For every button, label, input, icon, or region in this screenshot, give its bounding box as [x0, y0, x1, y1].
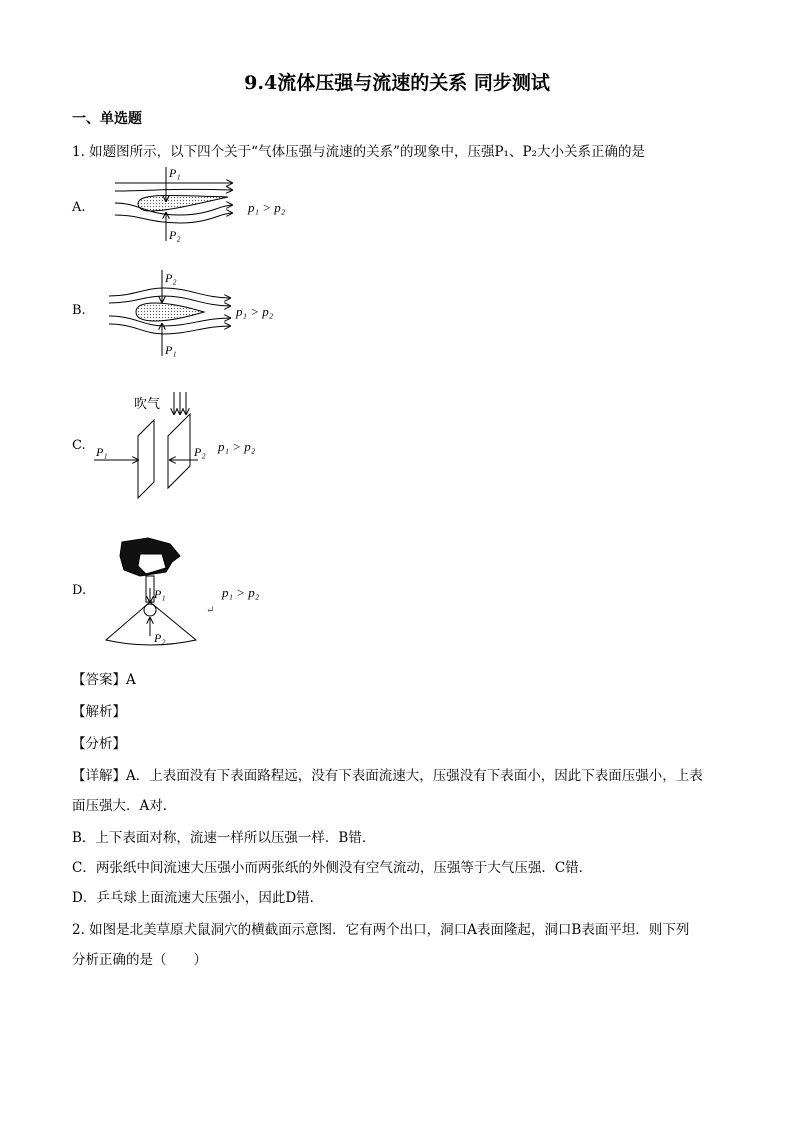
blow-label: 吹气 [134, 397, 161, 412]
option-b-label: B. [72, 303, 86, 318]
option-d-condition: p₁ > p₂ [222, 585, 260, 600]
section-heading: 一、单选题 [72, 111, 142, 127]
paper-sheet-left [138, 420, 154, 498]
label-p-bottom: P₂ [169, 228, 181, 242]
label-p-bottom: P₁ [165, 343, 177, 357]
symmetric-wing-shape [136, 303, 204, 321]
fenxi-tag: 【分析】 [72, 736, 126, 752]
option-a-condition: p₁ > p₂ [248, 200, 286, 215]
label-p-top: P₁ [169, 166, 181, 180]
option-d-label: D. [72, 583, 87, 598]
option-c-label: C. [72, 438, 86, 453]
detail-line-5: D．乒乓球上面流速大压强小，因此D错． [72, 890, 324, 906]
analysis-tag: 【解析】 [72, 704, 126, 720]
detail-line-3: B．上下表面对称，流速一样所以压强一样．B错． [72, 830, 376, 846]
detail-line-4: C．两张纸中间流速大压强小而两张纸的外侧没有空气流动，压强等于大气压强．C错． [72, 860, 593, 876]
question-2-stem-line-2: 分析正确的是（ ） [72, 952, 207, 968]
question-2-stem-line-1: 2. 如图是北美草原犬鼠洞穴的横截面示意图．它有两个出口，洞口A表面隆起，洞口B表面平坦．则下列 [72, 922, 690, 938]
option-d-figure [100, 532, 210, 652]
label-p-left: P₁ [96, 445, 108, 459]
answer-line [72, 666, 722, 694]
question-1-stem: 1. 如题图所示，以下四个关于“气体压强与流速的关系”的现象中，压强P₁、P₂大小关系正确的是 [72, 144, 645, 160]
label-p-top: P₁ [154, 587, 166, 601]
ping-pong-ball [144, 604, 156, 616]
detail-tag: 【详解】 [72, 768, 126, 784]
page-title: 9.4流体压强与流速的关系 同步测试 [244, 72, 550, 94]
option-c-condition: p₁ > p₂ [218, 439, 256, 454]
paper-sheet-right [168, 414, 190, 488]
label-p-right: P₂ [194, 445, 206, 459]
option-b-condition: p₁ > p₂ [236, 304, 274, 319]
answer-tag: 【答案】 [72, 672, 126, 688]
answer-value: A [126, 672, 136, 688]
label-p-top: P₂ [165, 271, 177, 285]
detail-line-2: 面压强大．A对． [72, 798, 177, 814]
detail-line-1: 【详解】A．上表面没有下表面路程远，没有下表面流速大，压强没有下表面小，因此下表面压强小，上表 [72, 768, 703, 784]
option-a-figure [110, 163, 240, 245]
return-mark: ↵ [206, 605, 215, 616]
option-b-figure [104, 268, 234, 358]
label-p-bottom: P₂ [154, 631, 166, 645]
streamline [115, 189, 232, 191]
wing-shape [138, 195, 228, 211]
option-a-label: A. [72, 200, 86, 215]
option-c-figure [90, 388, 230, 503]
